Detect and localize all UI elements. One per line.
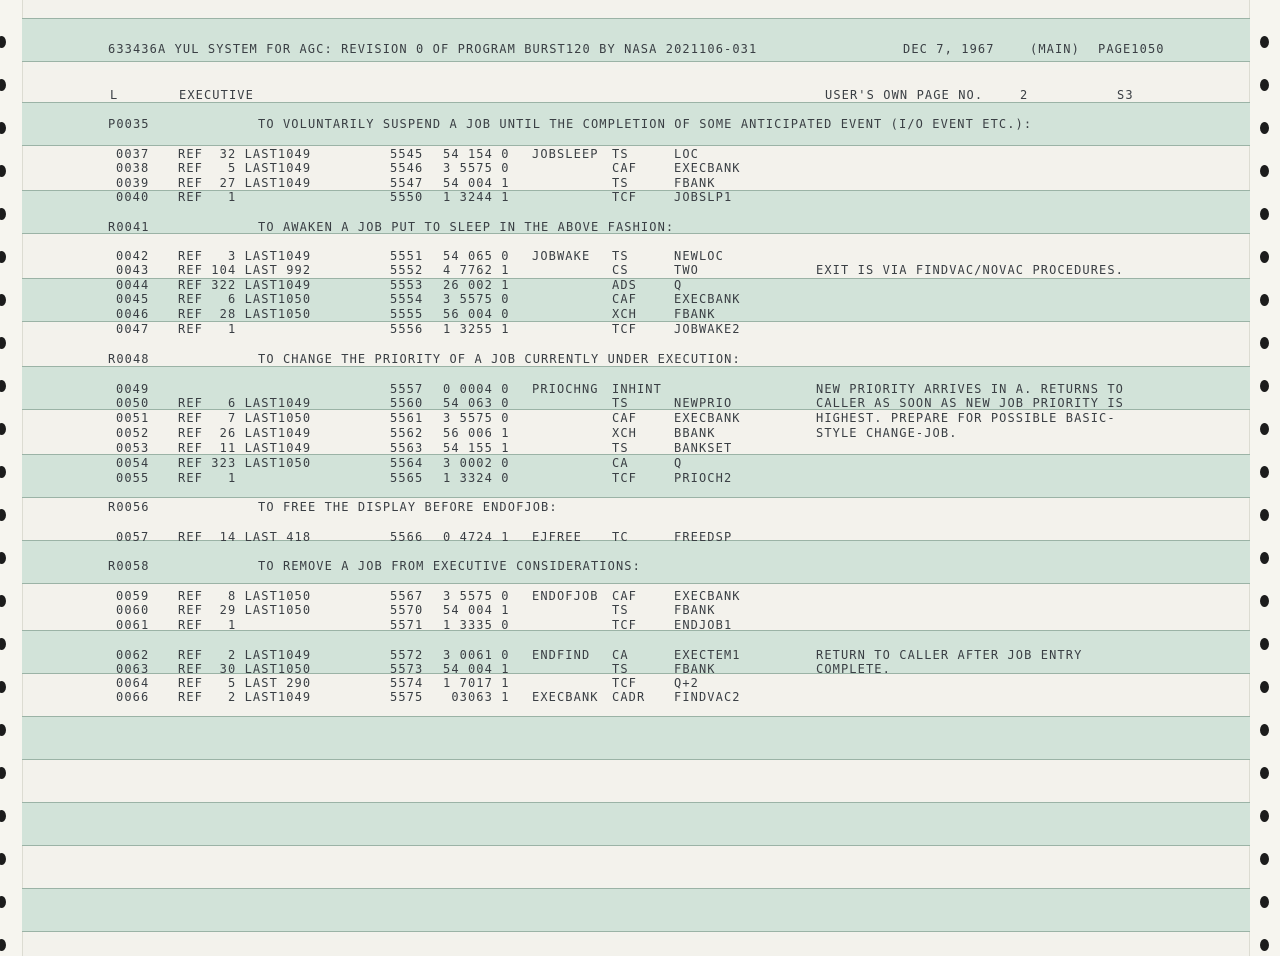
card-number: 0055 xyxy=(116,471,150,485)
comment-field: CALLER AS SOON AS NEW JOB PRIORITY IS xyxy=(816,396,1125,410)
address-field: 5553 xyxy=(390,278,424,292)
ref-field: REF 6 LAST1049 xyxy=(178,396,312,410)
address-field: 5563 xyxy=(390,441,424,455)
operand-field: EXECBANK xyxy=(674,411,741,425)
listing-row xyxy=(0,426,1280,440)
listing-row xyxy=(0,307,1280,321)
octal-field: 0 0004 0 xyxy=(443,382,510,396)
opcode-field: TS xyxy=(612,441,629,455)
address-field: 5546 xyxy=(390,161,424,175)
header-title: 633436A YUL SYSTEM FOR AGC: REVISION 0 OF PROGRAM BURST120 BY NASA 2021106-031 xyxy=(108,42,758,56)
remark-id: R0056 xyxy=(108,500,150,514)
card-number: 0051 xyxy=(116,411,150,425)
octal-field: 3 5575 0 xyxy=(443,161,510,175)
address-field: 5574 xyxy=(390,676,424,690)
octal-field: 54 065 0 xyxy=(443,249,510,263)
opcode-field: TCF xyxy=(612,190,637,204)
card-number: 0060 xyxy=(116,603,150,617)
listing-row xyxy=(0,278,1280,292)
sprocket-hole xyxy=(0,208,6,220)
octal-field: 3 0002 0 xyxy=(443,456,510,470)
sprocket-hole xyxy=(1260,208,1269,220)
listing-row xyxy=(0,190,1280,204)
ref-field: REF 2 LAST1049 xyxy=(178,690,312,704)
opcode-field: TS xyxy=(612,662,629,676)
ref-field: REF 1 xyxy=(178,190,237,204)
listing-row xyxy=(0,249,1280,263)
address-field: 5562 xyxy=(390,426,424,440)
band-rule xyxy=(22,145,1250,146)
octal-field: 54 063 0 xyxy=(443,396,510,410)
remark-line xyxy=(0,500,1280,514)
card-number: 0059 xyxy=(116,589,150,603)
comment-field: RETURN TO CALLER AFTER JOB ENTRY xyxy=(816,648,1083,662)
label-field: EJFREE xyxy=(532,530,582,544)
operand-field: FBANK xyxy=(674,662,716,676)
sprocket-hole xyxy=(0,810,6,822)
operand-field: LOC xyxy=(674,147,699,161)
card-number: 0063 xyxy=(116,662,150,676)
ref-field: REF 1 xyxy=(178,322,237,336)
ref-field: REF 8 LAST1050 xyxy=(178,589,312,603)
card-number: 0054 xyxy=(116,456,150,470)
opcode-field: TS xyxy=(612,147,629,161)
sprocket-hole xyxy=(1260,939,1269,951)
opcode-field: CS xyxy=(612,263,629,277)
address-field: 5557 xyxy=(390,382,424,396)
operand-field: Q xyxy=(674,278,683,292)
ref-field: REF 29 LAST1050 xyxy=(178,603,312,617)
opcode-field: XCH xyxy=(612,307,637,321)
band-rule xyxy=(22,18,1250,19)
address-field: 5570 xyxy=(390,603,424,617)
sprocket-hole xyxy=(0,767,6,779)
comment-field: EXIT IS VIA FINDVAC/NOVAC PROCEDURES. xyxy=(816,263,1125,277)
octal-field: 03063 1 xyxy=(443,690,510,704)
listing-row xyxy=(0,441,1280,455)
band-rule xyxy=(22,583,1250,584)
operand-field: Q xyxy=(674,456,683,470)
card-number: 0066 xyxy=(116,690,150,704)
listing-row xyxy=(0,662,1280,676)
opcode-field: ADS xyxy=(612,278,637,292)
card-number: 0052 xyxy=(116,426,150,440)
remark-text: TO CHANGE THE PRIORITY OF A JOB CURRENTLY UNDER EXECUTION: xyxy=(258,352,741,366)
card-number: 0043 xyxy=(116,263,150,277)
band-rule xyxy=(22,497,1250,498)
operand-field: FREEDSP xyxy=(674,530,733,544)
opcode-field: TCF xyxy=(612,618,637,632)
address-field: 5550 xyxy=(390,190,424,204)
operand-field: FBANK xyxy=(674,603,716,617)
opcode-field: TCF xyxy=(612,471,637,485)
card-number: 0038 xyxy=(116,161,150,175)
listing-row xyxy=(0,648,1280,662)
octal-field: 3 0061 0 xyxy=(443,648,510,662)
ref-field: REF 26 LAST1049 xyxy=(178,426,312,440)
ref-field: REF 7 LAST1050 xyxy=(178,411,312,425)
address-field: 5575 xyxy=(390,690,424,704)
operand-field: NEWPRIO xyxy=(674,396,733,410)
octal-field: 3 5575 0 xyxy=(443,411,510,425)
band-rule xyxy=(22,845,1250,846)
ref-field: REF 27 LAST1049 xyxy=(178,176,312,190)
address-field: 5552 xyxy=(390,263,424,277)
listing-row xyxy=(0,396,1280,410)
octal-field: 4 7762 1 xyxy=(443,263,510,277)
listing-row xyxy=(0,603,1280,617)
opcode-field: CAF xyxy=(612,411,637,425)
address-field: 5567 xyxy=(390,589,424,603)
listing-row xyxy=(0,176,1280,190)
operand-field: BBANK xyxy=(674,426,716,440)
remark-text: TO FREE THE DISPLAY BEFORE ENDOFJOB: xyxy=(258,500,558,514)
band-rule xyxy=(22,888,1250,889)
band-rule xyxy=(22,61,1250,62)
octal-field: 1 3255 1 xyxy=(443,322,510,336)
card-number: 0053 xyxy=(116,441,150,455)
address-field: 5547 xyxy=(390,176,424,190)
octal-field: 1 3335 0 xyxy=(443,618,510,632)
address-field: 5560 xyxy=(390,396,424,410)
ref-field: REF 322 LAST1049 xyxy=(178,278,312,292)
opcode-field: TS xyxy=(612,603,629,617)
opcode-field: CAF xyxy=(612,161,637,175)
octal-field: 56 004 0 xyxy=(443,307,510,321)
label-field: JOBWAKE xyxy=(532,249,591,263)
remark-text: TO AWAKEN A JOB PUT TO SLEEP IN THE ABOVE FASHION: xyxy=(258,220,675,234)
ref-field: REF 5 LAST1049 xyxy=(178,161,312,175)
operand-field: JOBSLP1 xyxy=(674,190,733,204)
listing-row xyxy=(0,456,1280,470)
sprocket-hole xyxy=(1260,724,1269,736)
opcode-field: INHINT xyxy=(612,382,662,396)
ref-field: REF 5 LAST 290 xyxy=(178,676,312,690)
listing-row xyxy=(0,676,1280,690)
header-date: DEC 7, 1967 xyxy=(903,42,995,56)
band-rule xyxy=(22,366,1250,367)
card-number: 0062 xyxy=(116,648,150,662)
comment-field: STYLE CHANGE-JOB. xyxy=(816,426,958,440)
octal-field: 3 5575 0 xyxy=(443,292,510,306)
octal-field: 0 4724 1 xyxy=(443,530,510,544)
listing-row xyxy=(0,690,1280,704)
address-field: 5564 xyxy=(390,456,424,470)
band-rule xyxy=(22,102,1250,103)
card-number: 0039 xyxy=(116,176,150,190)
ref-field: REF 28 LAST1050 xyxy=(178,307,312,321)
opcode-field: TS xyxy=(612,396,629,410)
opcode-field: TS xyxy=(612,249,629,263)
header-main: (MAIN) xyxy=(1030,42,1080,56)
sprocket-hole xyxy=(1260,337,1269,349)
section-marker: L xyxy=(110,88,119,102)
page-header xyxy=(0,42,1280,56)
card-number: 0050 xyxy=(116,396,150,410)
octal-field: 56 006 1 xyxy=(443,426,510,440)
octal-field: 54 004 1 xyxy=(443,662,510,676)
operand-field: NEWLOC xyxy=(674,249,724,263)
octal-field: 1 3324 0 xyxy=(443,471,510,485)
card-number: 0040 xyxy=(116,190,150,204)
comment-field: COMPLETE. xyxy=(816,662,891,676)
opcode-field: TCF xyxy=(612,676,637,690)
card-number: 0049 xyxy=(116,382,150,396)
listing-row xyxy=(0,471,1280,485)
address-field: 5566 xyxy=(390,530,424,544)
remark-text: TO REMOVE A JOB FROM EXECUTIVE CONSIDERATIONS: xyxy=(258,559,641,573)
listing-row xyxy=(0,411,1280,425)
band-rule xyxy=(22,716,1250,717)
address-field: 5572 xyxy=(390,648,424,662)
card-number: 0037 xyxy=(116,147,150,161)
octal-field: 26 002 1 xyxy=(443,278,510,292)
label-field: EXECBANK xyxy=(532,690,599,704)
card-number: 0045 xyxy=(116,292,150,306)
address-field: 5556 xyxy=(390,322,424,336)
address-field: 5571 xyxy=(390,618,424,632)
operand-field: FINDVAC2 xyxy=(674,690,741,704)
ref-field: REF 1 xyxy=(178,471,237,485)
operand-field: EXECBANK xyxy=(674,292,741,306)
section-header xyxy=(0,88,1280,102)
sprocket-hole xyxy=(1260,810,1269,822)
address-field: 5555 xyxy=(390,307,424,321)
comment-field: NEW PRIORITY ARRIVES IN A. RETURNS TO xyxy=(816,382,1125,396)
listing-row xyxy=(0,530,1280,544)
label-field: ENDOFJOB xyxy=(532,589,599,603)
remark-id: R0058 xyxy=(108,559,150,573)
address-field: 5554 xyxy=(390,292,424,306)
card-number: 0047 xyxy=(116,322,150,336)
operand-field: EXECBANK xyxy=(674,589,741,603)
opcode-field: CAF xyxy=(612,589,637,603)
remark-id: R0041 xyxy=(108,220,150,234)
ref-field: REF 11 LAST1049 xyxy=(178,441,312,455)
remark-line xyxy=(0,559,1280,573)
listing-row xyxy=(0,263,1280,277)
card-number: 0044 xyxy=(116,278,150,292)
remark-line xyxy=(0,117,1280,131)
opcode-field: CA xyxy=(612,648,629,662)
ref-field: REF 104 LAST 992 xyxy=(178,263,312,277)
ref-field: REF 14 LAST 418 xyxy=(178,530,312,544)
opcode-field: TCF xyxy=(612,322,637,336)
sprocket-hole xyxy=(0,337,6,349)
octal-field: 54 154 0 xyxy=(443,147,510,161)
listing-row xyxy=(0,382,1280,396)
ref-field: REF 2 LAST1049 xyxy=(178,648,312,662)
operand-field: BANKSET xyxy=(674,441,733,455)
card-number: 0042 xyxy=(116,249,150,263)
opcode-field: CADR xyxy=(612,690,646,704)
sprocket-hole xyxy=(1260,853,1269,865)
listing-row xyxy=(0,161,1280,175)
listing-row xyxy=(0,147,1280,161)
octal-field: 3 5575 0 xyxy=(443,589,510,603)
ref-field: REF 323 LAST1050 xyxy=(178,456,312,470)
sprocket-hole xyxy=(0,896,6,908)
sprocket-hole xyxy=(0,724,6,736)
address-field: 5551 xyxy=(390,249,424,263)
operand-field: EXECTEM1 xyxy=(674,648,741,662)
opcode-field: XCH xyxy=(612,426,637,440)
user-page-number: 2 xyxy=(1020,88,1029,102)
section-code: S3 xyxy=(1117,88,1134,102)
remark-line xyxy=(0,352,1280,366)
label-field: ENDFIND xyxy=(532,648,591,662)
ref-field: REF 1 xyxy=(178,618,237,632)
ref-field: REF 6 LAST1050 xyxy=(178,292,312,306)
ref-field: REF 3 LAST1049 xyxy=(178,249,312,263)
listing-row xyxy=(0,292,1280,306)
comment-field: HIGHEST. PREPARE FOR POSSIBLE BASIC- xyxy=(816,411,1116,425)
sprocket-hole xyxy=(0,939,6,951)
operand-field: TWO xyxy=(674,263,699,277)
address-field: 5573 xyxy=(390,662,424,676)
green-band xyxy=(22,802,1250,845)
label-field: PRIOCHNG xyxy=(532,382,599,396)
ref-field: REF 32 LAST1049 xyxy=(178,147,312,161)
octal-field: 54 155 1 xyxy=(443,441,510,455)
user-page-label: USER'S OWN PAGE NO. xyxy=(825,88,984,102)
green-band xyxy=(22,888,1250,931)
operand-field: FBANK xyxy=(674,176,716,190)
remark-text: TO VOLUNTARILY SUSPEND A JOB UNTIL THE COMPLETION OF SOME ANTICIPATED EVENT (I/O EVENT ETC.): xyxy=(258,117,1033,131)
opcode-field: TS xyxy=(612,176,629,190)
band-rule xyxy=(22,802,1250,803)
address-field: 5565 xyxy=(390,471,424,485)
label-field: JOBSLEEP xyxy=(532,147,599,161)
card-number: 0064 xyxy=(116,676,150,690)
octal-field: 1 3244 1 xyxy=(443,190,510,204)
octal-field: 54 004 1 xyxy=(443,603,510,617)
band-rule xyxy=(22,931,1250,932)
remark-id: R0048 xyxy=(108,352,150,366)
opcode-field: CAF xyxy=(612,292,637,306)
operand-field: ENDJOB1 xyxy=(674,618,733,632)
sprocket-hole xyxy=(1260,767,1269,779)
card-number: 0046 xyxy=(116,307,150,321)
opcode-field: TC xyxy=(612,530,629,544)
octal-field: 54 004 1 xyxy=(443,176,510,190)
sprocket-hole xyxy=(0,853,6,865)
sprocket-hole xyxy=(1260,896,1269,908)
remark-id: P0035 xyxy=(108,117,150,131)
operand-field: JOBWAKE2 xyxy=(674,322,741,336)
section-name: EXECUTIVE xyxy=(179,88,254,102)
header-page: PAGE1050 xyxy=(1098,42,1165,56)
address-field: 5545 xyxy=(390,147,424,161)
green-band xyxy=(22,716,1250,759)
card-number: 0061 xyxy=(116,618,150,632)
opcode-field: CA xyxy=(612,456,629,470)
ref-field: REF 30 LAST1050 xyxy=(178,662,312,676)
address-field: 5561 xyxy=(390,411,424,425)
operand-field: EXECBANK xyxy=(674,161,741,175)
octal-field: 1 7017 1 xyxy=(443,676,510,690)
operand-field: FBANK xyxy=(674,307,716,321)
listing-row xyxy=(0,618,1280,632)
card-number: 0057 xyxy=(116,530,150,544)
remark-line xyxy=(0,220,1280,234)
band-rule xyxy=(22,759,1250,760)
listing-row xyxy=(0,589,1280,603)
listing-row xyxy=(0,322,1280,336)
operand-field: Q+2 xyxy=(674,676,699,690)
operand-field: PRIOCH2 xyxy=(674,471,733,485)
